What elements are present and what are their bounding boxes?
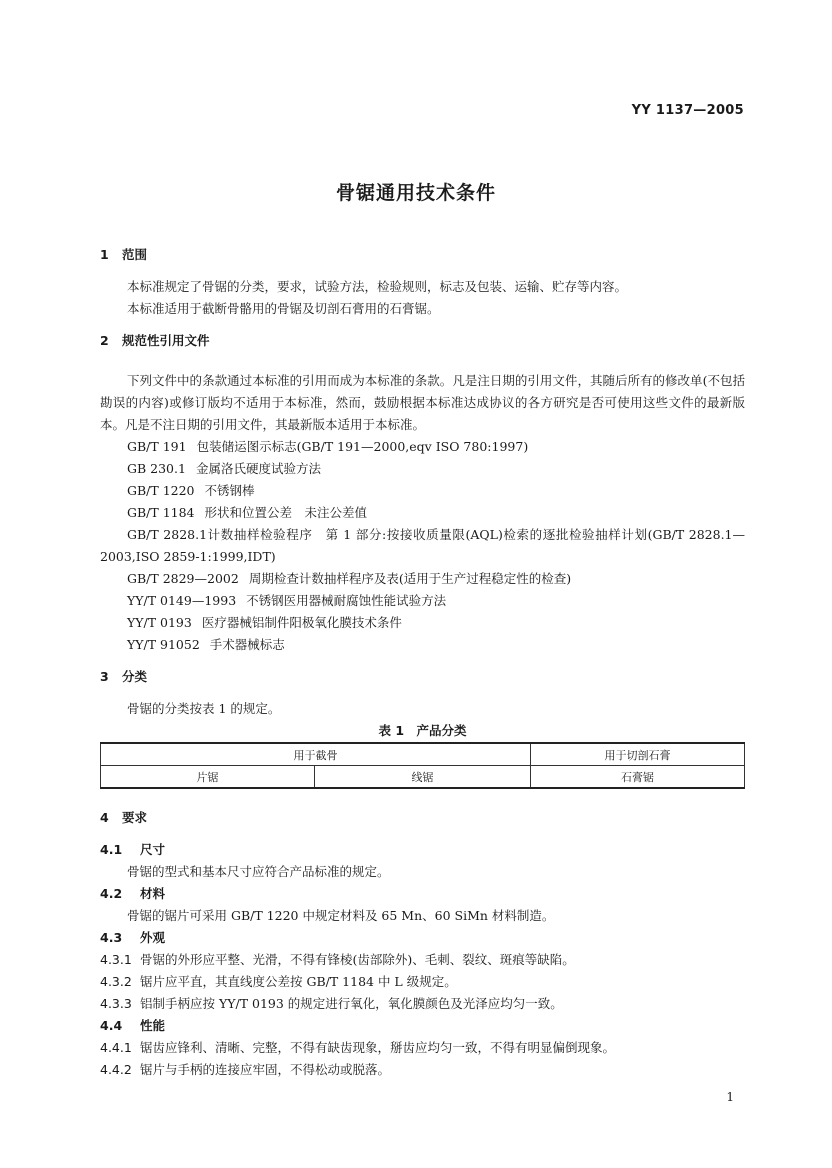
- requirement-clause: [100, 949, 745, 971]
- section-title: 范围: [122, 247, 148, 262]
- clause-number: 4.3.3: [100, 996, 132, 1011]
- requirement-paragraph: [100, 861, 745, 883]
- table-caption: 表 1 产品分类: [378, 723, 467, 738]
- clause-text: 锯齿应锋利、清晰、完整，不得有缺齿现象，掰齿应均匀一致，不得有明显偏倒现象。: [140, 1040, 616, 1055]
- clause-number: 4.4.1: [100, 1040, 132, 1055]
- reference-code: GB/T 191: [127, 439, 187, 454]
- reference-code: YY/T 0193: [127, 615, 192, 630]
- subsection-number: 4.3: [100, 930, 123, 945]
- table-cell: 片锯: [101, 766, 315, 789]
- subsection-heading: [100, 927, 745, 949]
- table-group-header: 用于切剖石膏: [531, 743, 745, 766]
- reference-title: 不锈钢医用器械耐腐蚀性能试验方法: [246, 593, 447, 608]
- reference-list: [100, 436, 745, 656]
- requirement-clause: [100, 993, 745, 1015]
- subsection-number: 4.4: [100, 1018, 123, 1033]
- document-body: [100, 244, 745, 1081]
- references-intro: 下列文件中的条款通过本标准的引用而成为本标准的条款。凡是注日期的引用文件，其随后所有的修改单(不包括勘误的内容)或修订版均不适用于本标准，然而，鼓励根据本标准达成协议的各方研究是否可使用这些文件的最新版本。凡是不注日期的引用文件，其最新版本适用于本标准。: [100, 373, 745, 432]
- section-number: 4: [100, 810, 109, 825]
- subsection-title: 性能: [140, 1018, 166, 1033]
- standard-code: YY 1137—2005: [631, 103, 744, 118]
- section-4-heading: [100, 807, 745, 829]
- table-row: [101, 766, 745, 789]
- reference-code: GB 230.1: [127, 461, 186, 476]
- clause-text: 骨锯的型式和基本尺寸应符合产品标准的规定。: [127, 864, 390, 879]
- requirement-clause: [100, 971, 745, 993]
- table-row: [101, 743, 745, 766]
- document-title: 骨锯通用技术条件: [335, 182, 496, 204]
- subsection-number: 4.2: [100, 886, 123, 901]
- clause-text: 锯片应平直，其直线度公差按 GB/T 1184 中 L 级规定。: [140, 974, 457, 989]
- subsection-heading: [100, 1015, 745, 1037]
- reference-title: 形状和位置公差 未注公差值: [204, 505, 368, 520]
- clause-text: 骨锯的外形应平整、光滑，不得有锋棱(齿部除外)、毛刺、裂纹、斑痕等缺陷。: [140, 952, 575, 967]
- reference-title: 不锈钢棒: [204, 483, 255, 498]
- reference-item: [100, 612, 745, 634]
- clause-number: 4.3.1: [100, 952, 132, 967]
- reference-item: [100, 524, 745, 568]
- section-number: 3: [100, 669, 109, 684]
- page-number: 1: [726, 1090, 734, 1104]
- reference-item: [100, 436, 745, 458]
- reference-title: 金属洛氏硬度试验方法: [195, 461, 321, 476]
- requirement-paragraph: [100, 905, 745, 927]
- subsection-title: 外观: [140, 930, 166, 945]
- reference-title: 手术器械标志: [209, 637, 285, 652]
- scope-paragraph: 本标准适用于截断骨骼用的骨锯及切剖石膏用的石膏锯。: [127, 301, 440, 316]
- section-title: 规范性引用文件: [122, 333, 210, 348]
- section-title: 分类: [122, 669, 148, 684]
- section-number: 1: [100, 247, 109, 262]
- reference-code: GB/T 1184: [127, 505, 195, 520]
- subsection-heading: [100, 883, 745, 905]
- clause-number: 4.3.2: [100, 974, 132, 989]
- scope-paragraph: 本标准规定了骨锯的分类，要求，试验方法，检验规则，标志及包装、运输、贮存等内容。: [127, 279, 628, 294]
- subsection-title: 材料: [140, 886, 166, 901]
- clause-text: 骨锯的锯片可采用 GB/T 1220 中规定材料及 65 Mn、60 SiMn 材料制造。: [127, 908, 555, 923]
- reference-item: [100, 502, 745, 524]
- section-title: 要求: [122, 810, 148, 825]
- reference-title: 周期检查计数抽样程序及表(适用于生产过程稳定性的检查): [248, 571, 572, 586]
- reference-item: [100, 458, 745, 480]
- subsection-number: 4.1: [100, 842, 123, 857]
- table-group-header: 用于截骨: [101, 743, 531, 766]
- clause-text: 铝制手柄应按 YY/T 0193 的规定进行氧化，氧化膜颜色及光泽应均匀一致。: [140, 996, 563, 1011]
- reference-title: 医疗器械铝制件阳极氧化膜技术条件: [201, 615, 402, 630]
- classification-paragraph: 骨锯的分类按表 1 的规定。: [127, 701, 281, 716]
- subsection-heading: [100, 839, 745, 861]
- table-cell: 线锯: [315, 766, 531, 789]
- reference-code: GB/T 2828.1: [127, 527, 208, 542]
- subsection-title: 尺寸: [140, 842, 166, 857]
- reference-code: YY/T 91052: [127, 637, 200, 652]
- reference-item: [100, 568, 745, 590]
- reference-code: GB/T 2829—2002: [127, 571, 239, 586]
- reference-code: YY/T 0149—1993: [127, 593, 237, 608]
- reference-item: [100, 634, 745, 656]
- reference-title: 包装储运图示标志(GB/T 191—2000,eqv ISO 780:1997): [196, 439, 529, 454]
- reference-code: GB/T 1220: [127, 483, 195, 498]
- reference-title: 计数抽样检验程序 第 1 部分:按接收质量限(AQL)检索的逐批检验抽样计划(GB/T 2828.1—2003,ISO 2859-1:1999,IDT): [100, 527, 746, 564]
- section-3-heading: [100, 666, 745, 688]
- section-2-heading: [100, 330, 745, 352]
- section-number: 2: [100, 333, 109, 348]
- clause-text: 锯片与手柄的连接应牢固，不得松动或脱落。: [140, 1062, 391, 1077]
- requirements-list: [100, 839, 745, 1081]
- clause-number: 4.4.2: [100, 1062, 132, 1077]
- requirement-clause: [100, 1037, 745, 1059]
- section-1-heading: [100, 244, 745, 266]
- classification-table: [100, 742, 745, 789]
- reference-item: [100, 480, 745, 502]
- requirement-clause: [100, 1059, 745, 1081]
- table-cell: 石膏锯: [531, 766, 745, 789]
- reference-item: [100, 590, 745, 612]
